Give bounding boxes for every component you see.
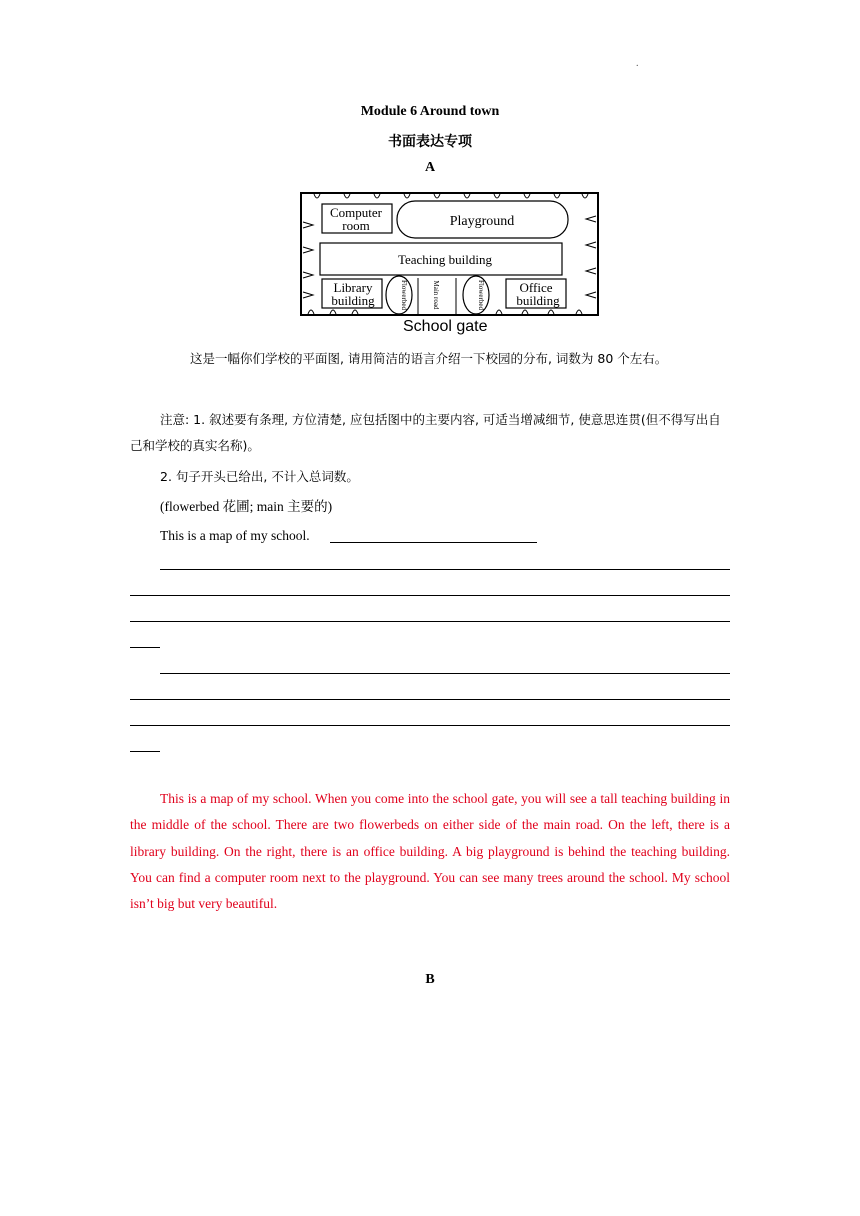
answer-line[interactable] [130, 595, 730, 596]
answer-line[interactable] [160, 673, 730, 674]
office-label-2: building [516, 293, 560, 308]
computer-room-label-2: room [342, 218, 370, 233]
playground-label: Playground [449, 214, 515, 229]
teaching-building-label: Teaching building [397, 252, 493, 267]
module-title: Module 6 Around town [360, 104, 500, 119]
section-a-label: A [424, 160, 436, 175]
answer-line[interactable] [330, 542, 537, 543]
note-2: 2. 句子开头已给出, 不计入总词数。 [160, 469, 359, 484]
flowerbed-left-label: Flowerbed [400, 280, 408, 310]
flowerbed-right-label: Flowerbed [477, 280, 485, 310]
section-subtitle: 书面表达专项 [388, 134, 472, 150]
answer-line[interactable] [160, 569, 730, 570]
library-label-1: Library [333, 280, 373, 295]
sentence-starter [160, 523, 760, 549]
note-1: 注意: 1. 叙述要有条理, 方位清楚, 应包括图中的主要内容, 可适当增减细节, 使意思连贯(但不得写出自己和学校的真实名称)。 [130, 412, 721, 453]
main-road-label: Main road [432, 280, 440, 310]
library-label-2: building [331, 293, 375, 308]
page-mark: . [636, 58, 639, 69]
answer-line[interactable] [130, 621, 730, 622]
answer-line[interactable] [130, 699, 730, 700]
computer-room-label-1: Computer [330, 205, 382, 220]
section-b-label: B [425, 972, 435, 987]
vocab-gloss: (flowerbed 花圃; main 主要的) [160, 499, 333, 514]
office-label-1: Office [519, 280, 553, 295]
task-intro: 这是一幅你们学校的平面图, 请用简洁的语言介绍一下校园的分布, 词数为 80 个左右。 [190, 351, 668, 366]
answer-line[interactable] [130, 751, 160, 752]
school-gate-label: School gate [403, 318, 488, 335]
answer-line[interactable] [130, 647, 160, 648]
answer-line[interactable] [130, 725, 730, 726]
model-answer: This is a map of my school. When you come into the school gate, you will see a tall teaching building in the middle of the school. There are two flowerbeds on either side of the main road. On the left, there is a library building. On the right, there is an office building. A big playground is behind the teaching building. You can find a computer room next to the playground. You can see many trees around the school. My school isn’t big but very beautiful. [130, 791, 730, 912]
starter-text: This is a map of my school. [160, 528, 310, 543]
school-map [300, 192, 600, 318]
